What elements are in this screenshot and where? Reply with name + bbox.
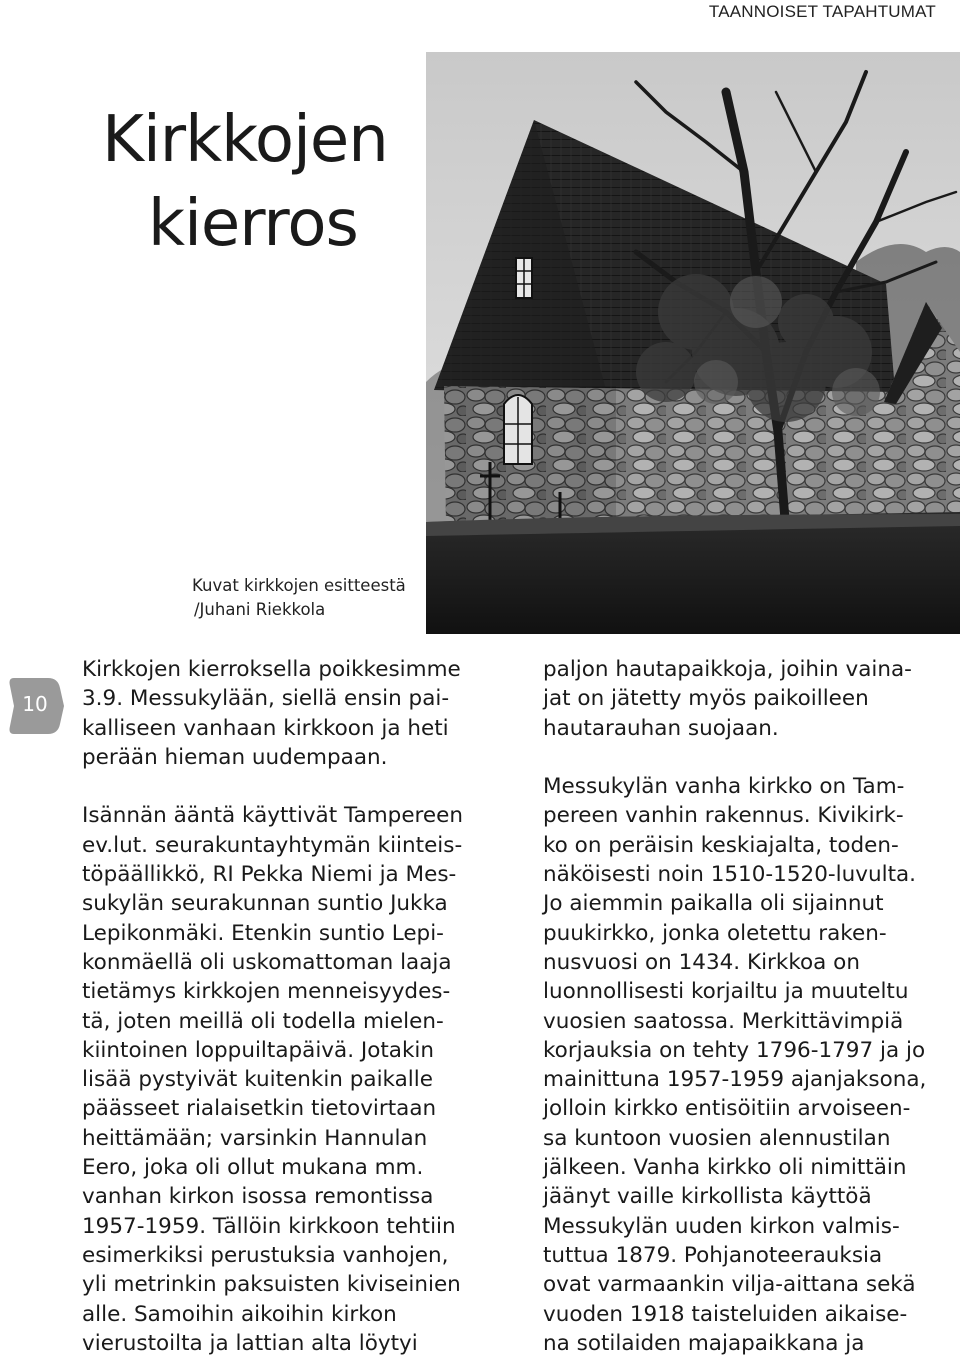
text-line: mainittuna 1957-1959 ajanjaksona, — [543, 1067, 927, 1093]
text-line: esimerkiksi perustuksia vanhojen, — [82, 1242, 449, 1268]
text-line: Jo aiemmin paikalla oli sijainnut — [543, 891, 884, 917]
text-line: puukirkko, jonka oletettu raken- — [543, 920, 887, 946]
text-line: vuosien saatossa. Merkittävimpiä — [543, 1008, 904, 1034]
text-line: tietämys kirkkojen menneisyydes- — [82, 979, 451, 1005]
text-line: Isännän ääntä käyttivät Tampereen — [82, 803, 464, 829]
text-line: jat on jätetty myös paikoilleen — [543, 686, 869, 712]
text-line: kalliseen vanhaan kirkkoon ja heti — [82, 715, 449, 741]
credit-line: /Juhani Riekkola — [194, 600, 326, 619]
title-line: Kirkkojen — [102, 103, 388, 177]
text-line: päässeet rialaisetkin tietovirtaan — [82, 1096, 437, 1122]
page-number-badge — [6, 674, 64, 738]
paragraph — [543, 655, 958, 743]
text-line: lisää pystyivät kuitenkin paikalle — [82, 1067, 433, 1093]
text-line: luonnollisesti korjailtu ja muuteltu — [543, 979, 909, 1005]
credit-line: Kuvat kirkkojen esitteestä — [192, 576, 406, 595]
text-line: Messukylän vanha kirkko on Tam- — [543, 774, 905, 800]
text-line: tä, joten meillä oli todella mielen- — [82, 1008, 444, 1034]
text-line: Eero, joka oli ollut mukana mm. — [82, 1155, 424, 1181]
article-title — [102, 98, 432, 266]
text-line: hautarauhan suojaan. — [543, 715, 779, 741]
paragraph — [543, 772, 958, 1358]
text-line: ev.lut. seurakuntayhtymän kiinteis- — [82, 832, 463, 858]
text-line: jolloin kirkko entisöitiin arvoiseen- — [543, 1096, 911, 1122]
text-line: perään hieman uudempaan. — [82, 744, 388, 770]
paragraph — [82, 801, 502, 1358]
paragraph — [82, 655, 502, 772]
text-line: paljon hautapaikkoja, joihin vaina- — [543, 657, 912, 682]
text-line: 1957-1959. Tällöin kirkkoon tehtiin — [82, 1213, 456, 1239]
text-line: kiintoinen loppuiltapäivä. Jotakin — [82, 1037, 435, 1063]
text-line: tuttua 1879. Pohjanoteerauksia — [543, 1242, 883, 1268]
text-line: jäänyt vaille kirkollista käyttöä — [543, 1184, 872, 1210]
text-line: töpäällikkö, RI Pekka Niemi ja Mes- — [82, 862, 457, 888]
text-line: vierustoilta ja lattian alta löytyi — [82, 1330, 418, 1356]
title-line: kierros — [148, 187, 358, 261]
text-line: yli metrinkin paksuisten kiviseinien — [82, 1272, 461, 1298]
text-line: näköisesti noin 1510-1520-luvulta. — [543, 862, 917, 888]
text-line: heittämään; varsinkin Hannulan — [82, 1125, 428, 1151]
section-label: TAANNOISET TAPAHTUMAT — [708, 2, 936, 21]
text-line: jälkeen. Vanha kirkko oli nimittäin — [543, 1155, 907, 1181]
page-number: 10 — [22, 692, 48, 716]
text-line: vanhan kirkon isossa remontissa — [82, 1184, 434, 1210]
text-line: Lepikonmäki. Etenkin suntio Lepi- — [82, 920, 444, 946]
text-line: konmäellä oli uskomattoman laaja — [82, 949, 452, 975]
church-photo — [426, 52, 960, 634]
text-line: na sotilaiden majapaikkana ja — [543, 1330, 865, 1356]
photo-credit — [192, 574, 427, 622]
text-line: sa kuntoon vuosien alennustilan — [543, 1125, 891, 1151]
text-line: ko on peräisin keskiajalta, toden- — [543, 832, 899, 858]
text-line: vuoden 1918 taisteluiden aikaise- — [543, 1301, 908, 1327]
text-line: alle. Samoihin aikoihin kirkon — [82, 1301, 397, 1327]
text-line: Kirkkojen kierroksella poikkesimme — [82, 657, 461, 682]
text-line: Messukylän uuden kirkon valmis- — [543, 1213, 900, 1239]
text-line: sukylän seurakunnan suntio Jukka — [82, 891, 448, 917]
article-column-left — [82, 655, 502, 1358]
text-line: 3.9. Messukylään, siellä ensin pai- — [82, 686, 450, 712]
text-line: pereen vanhin rakennus. Kivikirk- — [543, 803, 904, 829]
text-line: korjauksia on tehty 1796-1797 ja jo — [543, 1037, 926, 1063]
text-line: ovat varmaankin vilja-aittana sekä — [543, 1272, 916, 1298]
article-column-right — [543, 655, 958, 1358]
text-line: nusvuosi on 1434. Kirkkoa on — [543, 949, 860, 975]
